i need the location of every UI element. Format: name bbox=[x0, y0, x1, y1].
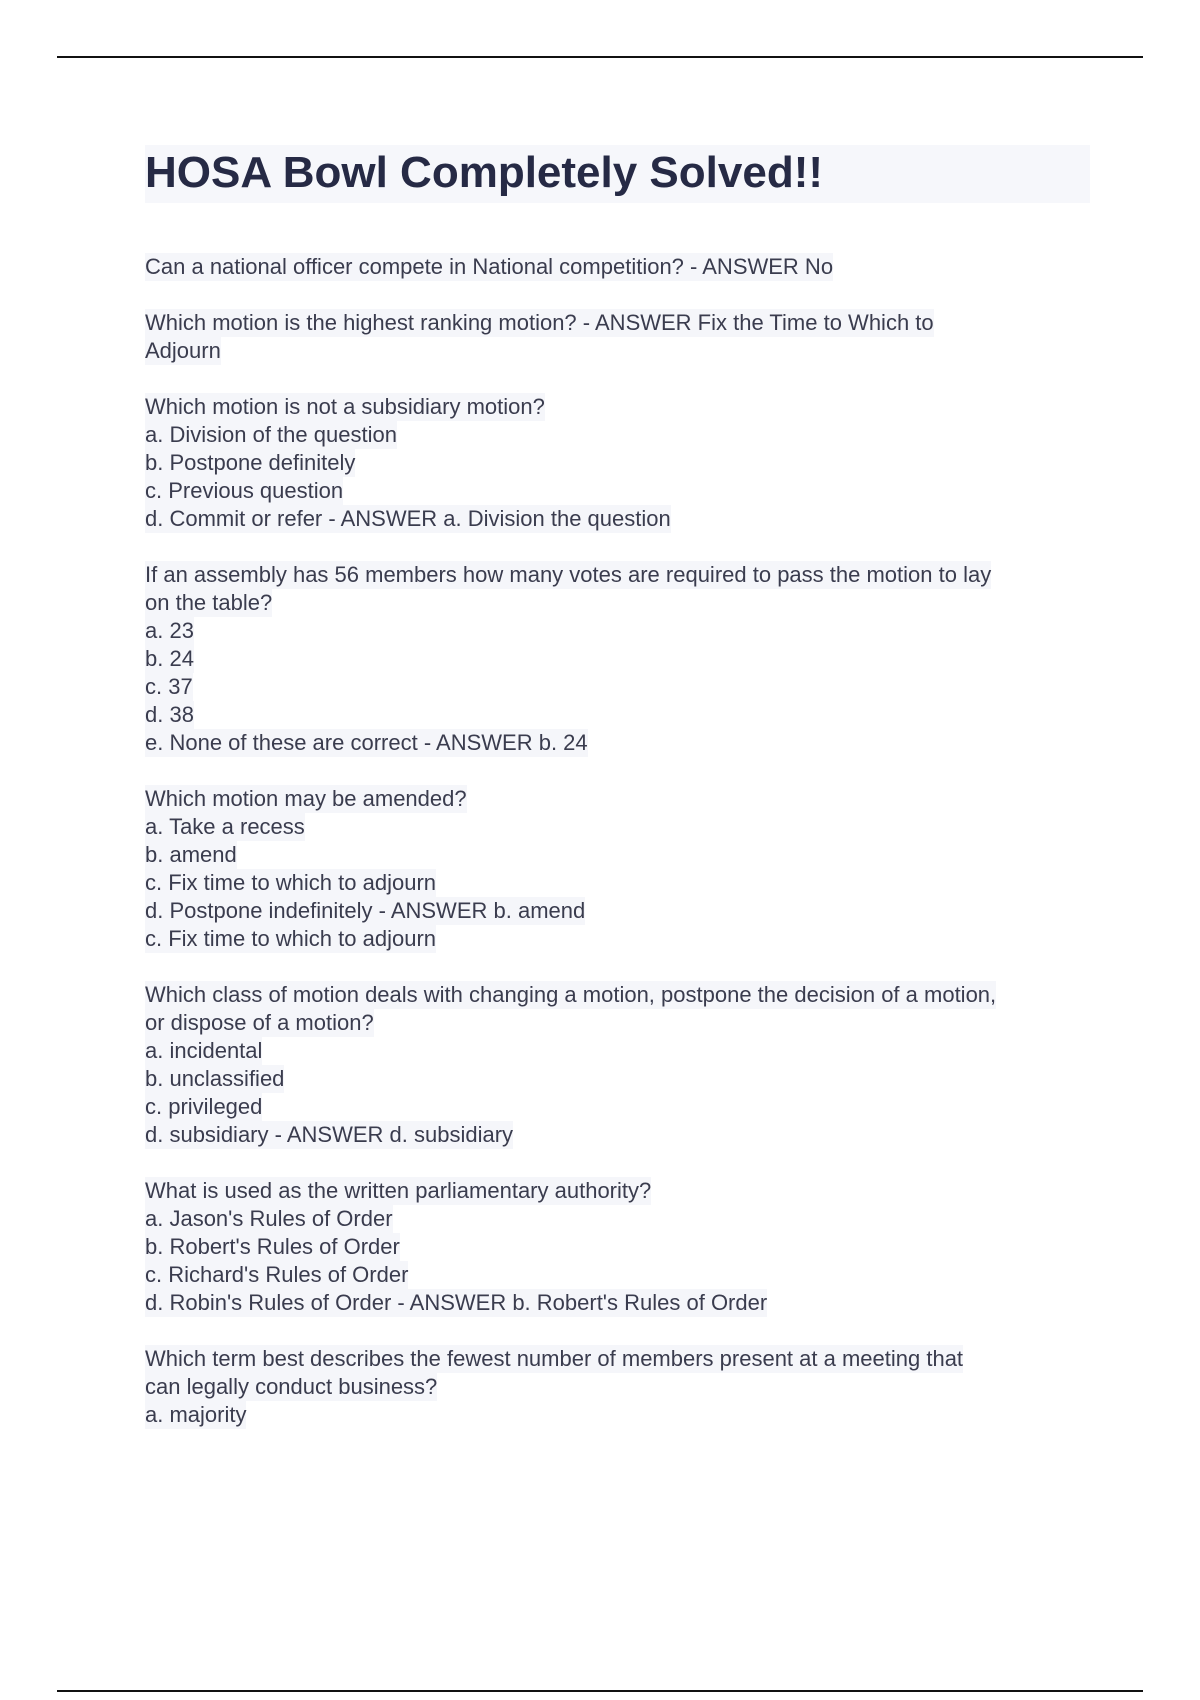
qa-line: c. Previous question bbox=[145, 478, 344, 503]
page-title: HOSA Bowl Completely Solved!! bbox=[145, 148, 824, 197]
qa-line: d. Robin's Rules of Order - ANSWER b. Robert's Rules of Order bbox=[145, 1290, 768, 1315]
qa-line: c. Fix time to which to adjourn bbox=[145, 926, 437, 951]
qa-block-7 bbox=[145, 1177, 1090, 1317]
qa-line: c. privileged bbox=[145, 1094, 263, 1119]
top-rule bbox=[57, 56, 1143, 58]
qa-line: a. Jason's Rules of Order bbox=[145, 1206, 393, 1231]
qa-line: d. subsidiary - ANSWER d. subsidiary bbox=[145, 1122, 514, 1147]
qa-line: b. Postpone definitely bbox=[145, 450, 356, 475]
qa-block-3 bbox=[145, 393, 1090, 533]
qa-line: d. Postpone indefinitely - ANSWER b. amend bbox=[145, 898, 586, 923]
qa-line: can legally conduct business? bbox=[145, 1374, 438, 1399]
qa-line: Adjourn bbox=[145, 338, 221, 363]
qa-line: a. majority bbox=[145, 1402, 247, 1427]
qa-line: Which motion is not a subsidiary motion? bbox=[145, 394, 545, 419]
qa-line: a. incidental bbox=[145, 1038, 263, 1063]
qa-block-8 bbox=[145, 1345, 1090, 1429]
qa-line: a. Division of the question bbox=[145, 422, 397, 447]
qa-line: a. Take a recess bbox=[145, 814, 305, 839]
qa-line: What is used as the written parliamentary authority? bbox=[145, 1178, 652, 1203]
qa-block-2 bbox=[145, 309, 1090, 365]
qa-line: a. 23 bbox=[145, 618, 194, 643]
qa-line: c. Fix time to which to adjourn bbox=[145, 870, 437, 895]
qa-line: b. 24 bbox=[145, 646, 194, 671]
qa-block-6 bbox=[145, 981, 1090, 1149]
qa-line: If an assembly has 56 members how many votes are required to pass the motion to lay bbox=[145, 562, 992, 587]
qa-line: Which class of motion deals with changing a motion, postpone the decision of a motion, bbox=[145, 982, 997, 1007]
qa-line: Which term best describes the fewest number of members present at a meeting that bbox=[145, 1346, 964, 1371]
qa-line: d. 38 bbox=[145, 702, 194, 727]
qa-line: b. unclassified bbox=[145, 1066, 285, 1091]
qa-line: c. 37 bbox=[145, 674, 193, 699]
qa-line: b. amend bbox=[145, 842, 237, 867]
qa-line: Which motion is the highest ranking motion? - ANSWER Fix the Time to Which to bbox=[145, 310, 934, 335]
qa-line: c. Richard's Rules of Order bbox=[145, 1262, 409, 1287]
qa-line: e. None of these are correct - ANSWER b. 24 bbox=[145, 730, 588, 755]
qa-line: b. Robert's Rules of Order bbox=[145, 1234, 400, 1259]
qa-block-4 bbox=[145, 561, 1090, 757]
qa-line: Can a national officer compete in National competition? - ANSWER No bbox=[145, 254, 834, 279]
qa-block-5 bbox=[145, 785, 1090, 953]
title-banner bbox=[145, 145, 1090, 203]
qa-line: Which motion may be amended? bbox=[145, 786, 467, 811]
document-body bbox=[145, 145, 1090, 1457]
qa-line: or dispose of a motion? bbox=[145, 1010, 374, 1035]
qa-line: d. Commit or refer - ANSWER a. Division the question bbox=[145, 506, 671, 531]
qa-block-1 bbox=[145, 253, 1090, 281]
qa-line: on the table? bbox=[145, 590, 273, 615]
bottom-rule bbox=[57, 1690, 1143, 1692]
